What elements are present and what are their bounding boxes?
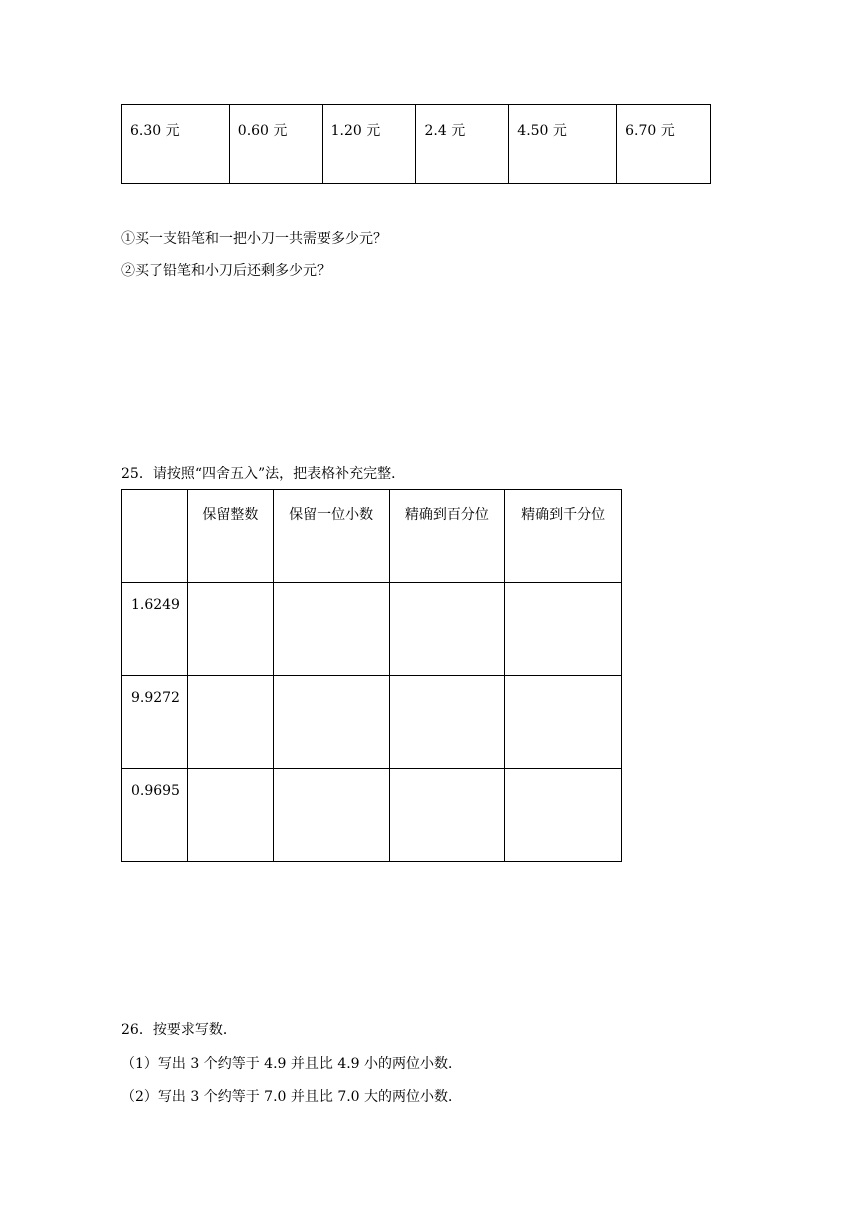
price-cell: 1.20 元: [322, 105, 416, 184]
q26-sub-question-1: （1）写出 3 个约等于 4.9 并且比 4.9 小的两位小数．: [121, 1056, 463, 1072]
price-cell: 4.50 元: [509, 105, 617, 184]
answer-cell: [505, 769, 622, 862]
price-cell: 6.70 元: [617, 105, 711, 184]
price-cell: 6.30 元: [122, 105, 230, 184]
rounding-table: [121, 489, 622, 862]
header-cell: 保留整数: [187, 490, 273, 583]
q25-title: 25．请按照“四舍五入”法，把表格补充完整．: [121, 466, 406, 482]
header-cell: 精确到百分位: [389, 490, 505, 583]
row-number: 1.6249: [122, 583, 188, 676]
table-row: [122, 676, 622, 769]
answer-cell: [187, 769, 273, 862]
header-cell: 保留一位小数: [273, 490, 389, 583]
answer-cell: [273, 676, 389, 769]
price-row: [122, 105, 711, 184]
price-cell: 2.4 元: [416, 105, 509, 184]
q24-sub-question-2: ②买了铅笔和小刀后还剩多少元？: [121, 263, 331, 279]
table-row: [122, 769, 622, 862]
answer-cell: [389, 676, 505, 769]
answer-cell: [273, 769, 389, 862]
table-header-row: [122, 490, 622, 583]
answer-cell: [505, 676, 622, 769]
q26-sub-question-2: （2）写出 3 个约等于 7.0 并且比 7.0 大的两位小数．: [121, 1089, 463, 1105]
answer-cell: [389, 769, 505, 862]
price-table: [121, 104, 711, 184]
q24-sub-question-1: ①买一支铅笔和一把小刀一共需要多少元？: [121, 231, 387, 247]
answer-cell: [187, 676, 273, 769]
price-cell: 0.60 元: [229, 105, 322, 184]
table-row: [122, 583, 622, 676]
q26-title: 26．按要求写数．: [121, 1022, 237, 1038]
answer-cell: [505, 583, 622, 676]
row-number: 0.9695: [122, 769, 188, 862]
answer-cell: [187, 583, 273, 676]
answer-cell: [273, 583, 389, 676]
answer-cell: [389, 583, 505, 676]
row-number: 9.9272: [122, 676, 188, 769]
header-cell: 精确到千分位: [505, 490, 622, 583]
header-cell: [122, 490, 188, 583]
